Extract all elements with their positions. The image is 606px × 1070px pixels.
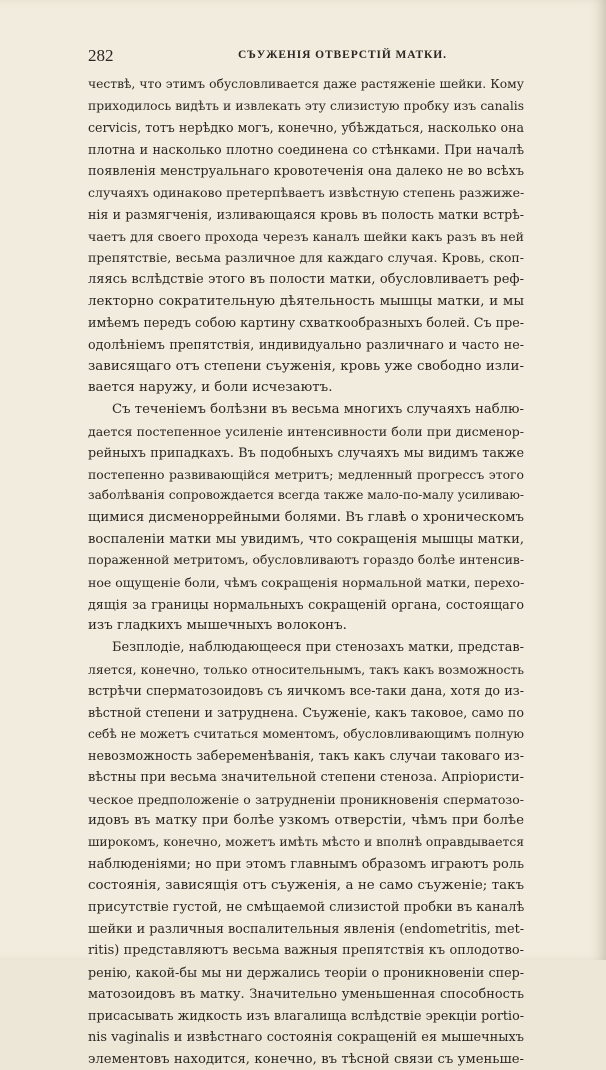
text-line: nis vaginalis и извѣстнаго состоянія сокращеній ея мышечныхъ — [88, 1029, 524, 1045]
text-line: ляется, конечно, только относительнымъ, такъ какъ возможность — [88, 661, 524, 677]
text-line: cervicis, тотъ нерѣдко могъ, конечно, убѣждаться, насколько она — [88, 120, 524, 136]
text-line: имѣемъ передъ собою картину схваткообразныхъ болей. Съ пре- — [88, 315, 524, 331]
text-line: приходилось видѣть и извлекать эту слизистую пробку изъ canalis — [88, 98, 524, 113]
text-line: вѣстной степени и затруднена. Съуженіе, какъ таковое, само по — [88, 705, 524, 721]
text-line: чествѣ, что этимъ обусловливается даже растяженіе шейки. Кому — [88, 77, 524, 91]
text-line: ческое предположеніе о затрудненіи проникновенія сперматозо- — [88, 791, 524, 807]
text-line: появленія менструальнаго кровотеченія она далеко не во всѣхъ — [88, 163, 524, 179]
text-line: невозможность забеременѣванія, такъ какъ случаи таковаго из- — [88, 748, 524, 764]
text-line: Безплодіе, наблюдающееся при стенозахъ матки, представ- — [112, 640, 524, 656]
text-line: широкомъ, конечно, можетъ имѣть мѣсто и вполнѣ оправдывается — [88, 834, 524, 849]
text-line: вѣстны при весьма значительной степени стеноза. Апріористи- — [88, 770, 524, 785]
text-line: рейныхъ припадкахъ. Въ подобныхъ случаяхъ мы видимъ также — [88, 445, 524, 461]
text-line: щимися дисменоррейными болями. Въ главѣ о хроническомъ — [88, 510, 524, 526]
running-title: СЪУЖЕНІЯ ОТВЕРСТІЙ МАТКИ. — [238, 49, 447, 61]
text-line: состоянія, зависящія отъ съуженія, а не само съуженіе; такъ — [88, 878, 524, 894]
text-line: дается постепенное усиленіе интенсивности боли при дисменор- — [88, 423, 524, 439]
text-line: ritis) представляютъ весьма важныя препятствія къ оплодотво- — [88, 943, 524, 959]
text-line: изъ гладкихъ мышечныхъ волоконъ. — [88, 618, 347, 634]
text-line: зависящаго отъ степени съуженія, кровь уже свободно изли- — [88, 358, 524, 374]
text-line: ное ощущеніе боли, чѣмъ сокращенія нормальной матки, перехо- — [88, 575, 525, 591]
text-line: чаетъ для своего прохода черезъ каналъ шейки какъ разъ въ ней — [88, 228, 524, 244]
text-line: случаяхъ одинаково претерпѣваетъ извѣстную степень разжиже- — [88, 185, 525, 201]
text-line: одолѣніемъ препятствія, индивидуально различнаго и часто не- — [88, 336, 524, 352]
text-line: шейки и различныя воспалительныя явленія (endometritis, met- — [88, 921, 525, 937]
page-number: 282 — [88, 46, 114, 65]
page-header — [88, 46, 524, 66]
text-line: ренію, какой-бы мы ни держались теоріи о проникновеніи спер- — [88, 964, 524, 980]
text-line: плотна и насколько плотно соединена со стѣнками. При началѣ — [88, 141, 524, 157]
text-line: дящія за границы нормальныхъ сокращеній органа, состоящаго — [88, 596, 524, 612]
text-line: себѣ не можетъ считаться моментомъ, обусловливающимъ полную — [88, 726, 524, 741]
text-line: пораженной метритомъ, обусловливаютъ гораздо болѣе интенсив- — [88, 553, 524, 568]
text-line: присасывать жидкость изъ влагалища вслѣдствіе эрекціи portio- — [88, 1008, 524, 1024]
text-line: нія и размягченія, изливающаяся кровь въ полость матки встрѣ- — [88, 206, 524, 222]
body-text — [88, 74, 524, 1070]
text-line: матозоидовъ въ матку. Значительно уменьшенная способность — [88, 986, 524, 1002]
text-line: заболѣванія сопровождается всегда также мало-по-малу усиливаю- — [88, 488, 524, 503]
text-line: идовъ въ матку при болѣе узкомъ отверстіи, чѣмъ при болѣе — [88, 813, 524, 829]
text-line: препятствіе, весьма различное для каждаго случая. Кровь, скоп- — [88, 250, 524, 266]
text-line: наблюденіями; но при этомъ главнымъ образомъ играютъ роль — [88, 856, 524, 872]
text-line: лекторно сократительную дѣятельность мышцы матки, и мы — [88, 293, 524, 309]
text-line: воспаленіи матки мы увидимъ, что сокращенія мышцы матки, — [88, 531, 524, 547]
text-line: ляясь вслѣдствіе этого въ полости матки, обусловливаетъ реф- — [88, 271, 524, 287]
text-line: вается наружу, и боли исчезаютъ. — [88, 380, 333, 396]
text-line: присутствіе густой, не смѣщаемой слизистой пробки въ каналѣ — [88, 899, 525, 915]
text-line: элементовъ находится, конечно, въ тѣсной связи съ уменьше- — [88, 1051, 524, 1067]
text-line: Съ теченіемъ болѣзни въ весьма многихъ случаяхъ наблю- — [112, 401, 524, 417]
text-line: встрѣчи сперматозоидовъ съ яичкомъ все-таки дана, хотя до из- — [88, 683, 524, 699]
text-line: постепенно развивающійся метритъ; медленный прогрессъ этого — [88, 466, 524, 482]
